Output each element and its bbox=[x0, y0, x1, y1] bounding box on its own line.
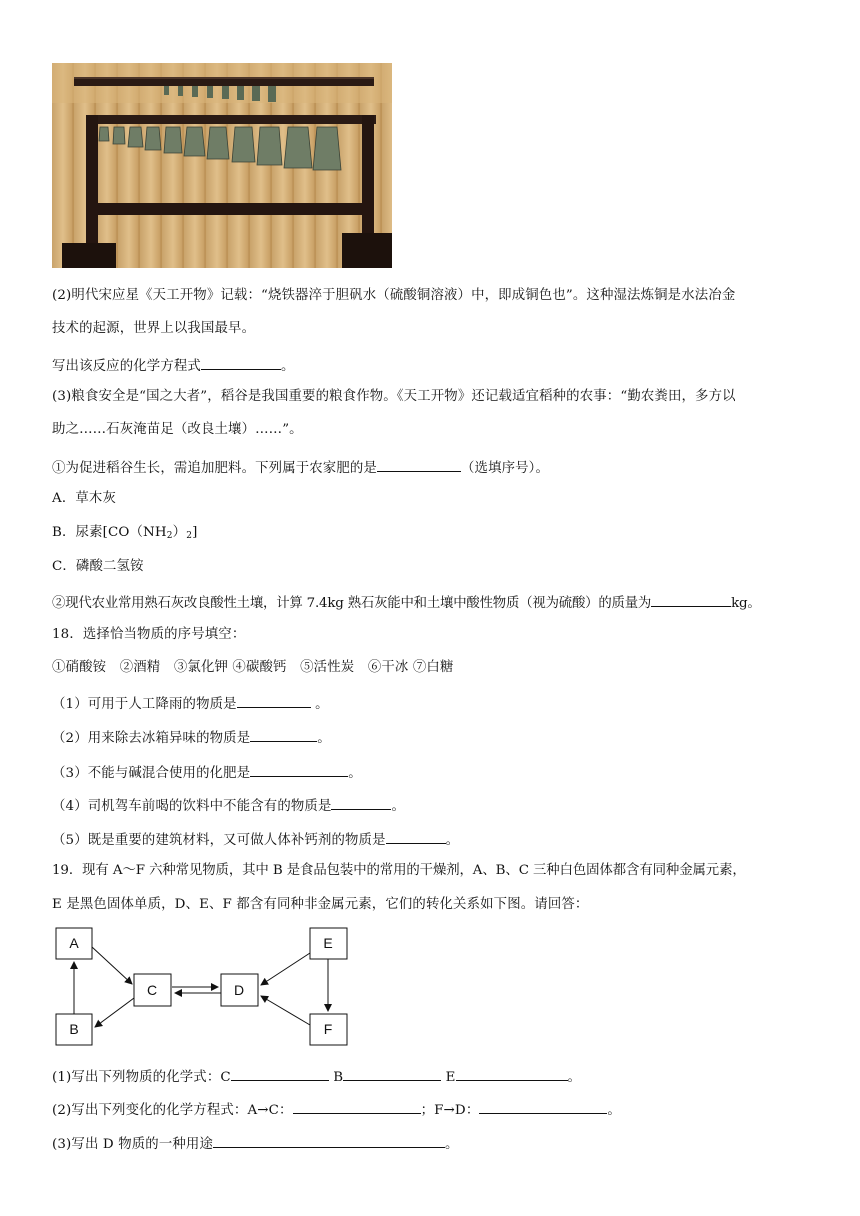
q18-item-1 bbox=[52, 693, 329, 714]
q18-item-end: 。 bbox=[310, 697, 329, 712]
answer-blank-d-use[interactable] bbox=[213, 1133, 445, 1148]
q18-item-end: 。 bbox=[445, 833, 460, 848]
node-c-label: C bbox=[146, 982, 158, 998]
q17-sub2 bbox=[52, 592, 761, 613]
q19-p1-b: B bbox=[333, 1070, 344, 1085]
q19-line1: 19．现有 A～F 六种常见物质，其中 B 是食品包装中的常用的干燥剂，A、B、C 三种白色固体都含有同种金属元素， bbox=[52, 863, 746, 878]
q18-item-end: 。 bbox=[348, 766, 362, 781]
q18-item-text: （3）不能与碱混合使用的化肥是 bbox=[52, 766, 251, 781]
subscript: 2 bbox=[166, 531, 173, 541]
option-b-text: B．尿素[CO（NH bbox=[52, 525, 167, 540]
q17-sub2-end: kg。 bbox=[731, 596, 761, 611]
answer-blank[interactable] bbox=[201, 355, 281, 370]
chime-bells-photo bbox=[52, 63, 392, 268]
q17-p2-question bbox=[52, 355, 295, 376]
subscript: 2 bbox=[186, 531, 193, 541]
node-e-label: E bbox=[323, 935, 333, 951]
q18-item-text: （2）用来除去冰箱异味的物质是 bbox=[52, 731, 251, 746]
q17-p3-line1: (3)粮食安全是“国之大者”，稻谷是我国重要的粮食作物。《天工开物》还记载适宜稻种的农事：“勤农粪田，多方以 bbox=[52, 389, 736, 404]
q19-p2 bbox=[52, 1099, 621, 1120]
q18-item-text: （1）可用于人工降雨的物质是 bbox=[52, 697, 237, 712]
answer-blank[interactable] bbox=[250, 762, 348, 777]
q19-p3 bbox=[52, 1133, 459, 1154]
option-b-paren: ） bbox=[172, 525, 187, 540]
answer-blank-a-to-c[interactable] bbox=[293, 1099, 421, 1114]
q19-p1-end: 。 bbox=[567, 1070, 582, 1085]
q17-sub1-end: （选填序号）。 bbox=[460, 461, 550, 476]
q18-item-end: 。 bbox=[317, 731, 331, 746]
arrow-e-to-d bbox=[261, 953, 310, 985]
answer-blank[interactable] bbox=[237, 693, 311, 708]
q19-p1 bbox=[52, 1066, 581, 1087]
node-b-label: B bbox=[69, 1021, 79, 1037]
q17-sub2-prompt: ②现代农业常用熟石灰改良酸性土壤，计算 7.4kg 熟石灰能中和土壤中酸性物质（视为硫酸）的质量为 bbox=[52, 596, 652, 611]
q18-title: 18．选择恰当物质的序号填空： bbox=[52, 627, 246, 642]
q18-item-3 bbox=[52, 762, 362, 783]
answer-blank[interactable] bbox=[377, 457, 461, 472]
q18-item-text: （5）既是重要的建筑材料，又可做人体补钙剂的物质是 bbox=[52, 833, 386, 848]
node-f-label: F bbox=[323, 1021, 333, 1037]
q17-p2-end: 。 bbox=[280, 359, 295, 374]
answer-blank-b[interactable] bbox=[343, 1066, 441, 1081]
q19-p3-end: 。 bbox=[444, 1137, 459, 1152]
answer-blank[interactable] bbox=[651, 592, 731, 607]
option-a: A．草木灰 bbox=[52, 491, 116, 506]
arrow-a-to-c bbox=[92, 947, 132, 984]
option-b bbox=[52, 524, 197, 545]
q17-sub1-prompt: ①为促进稻谷生长，需追加肥料。下列属于农家肥的是 bbox=[52, 461, 377, 476]
q17-p2-line1: (2)明代宋应星《天工开物》记载：“烧铁器淬于胆矾水（硫酸铜溶液）中，即成铜色也”。这种湿法炼铜是水法冶金 bbox=[52, 288, 736, 303]
arrow-f-to-d bbox=[261, 996, 310, 1025]
q17-p3-line2: 助之……石灰淹苗足（改良土壤）……”。 bbox=[52, 422, 303, 437]
q18-item-4 bbox=[52, 795, 405, 816]
q19-p2-end: 。 bbox=[607, 1103, 621, 1118]
conversion-diagram-svg bbox=[52, 925, 352, 1050]
q19-p3-prompt: (3)写出 D 物质的一种用途 bbox=[52, 1137, 213, 1152]
conversion-diagram bbox=[52, 925, 352, 1050]
answer-blank-c[interactable] bbox=[231, 1066, 329, 1081]
node-d-label: D bbox=[233, 982, 245, 998]
q18-item-end: 。 bbox=[391, 799, 406, 814]
q19-p1-e: E bbox=[445, 1070, 456, 1085]
q19-p1-prompt: (1)写出下列物质的化学式：C bbox=[52, 1070, 231, 1085]
q18-item-5 bbox=[52, 829, 459, 850]
arrow-c-to-b bbox=[95, 998, 134, 1027]
answer-blank[interactable] bbox=[250, 727, 317, 742]
node-a-label: A bbox=[69, 935, 79, 951]
q18-item-2 bbox=[52, 727, 331, 748]
q19-p2-prompt: (2)写出下列变化的化学方程式：A→C： bbox=[52, 1103, 293, 1118]
q17-sub1 bbox=[52, 457, 549, 478]
q18-item-text: （4）司机驾车前喝的饮料中不能含有的物质是 bbox=[52, 799, 332, 814]
q18-options: ①硝酸铵 ②酒精 ③氯化钾 ④碳酸钙 ⑤活性炭 ⑥干冰 ⑦白糖 bbox=[52, 660, 454, 675]
answer-blank[interactable] bbox=[386, 829, 446, 844]
q17-p2-prompt: 写出该反应的化学方程式 bbox=[52, 359, 201, 374]
q17-p2-line2: 技术的起源，世界上以我国最早。 bbox=[52, 321, 256, 336]
q19-line2: E 是黑色固体单质，D、E、F 都含有同种非金属元素，它们的转化关系如下图。请回答： bbox=[52, 897, 589, 912]
answer-blank-e[interactable] bbox=[456, 1066, 568, 1081]
answer-blank-f-to-d[interactable] bbox=[479, 1099, 607, 1114]
option-b-bracket: ] bbox=[192, 525, 198, 540]
q19-p2-mid: ；F→D： bbox=[420, 1103, 480, 1118]
answer-blank[interactable] bbox=[331, 795, 391, 810]
option-c: C．磷酸二氢铵 bbox=[52, 559, 144, 574]
